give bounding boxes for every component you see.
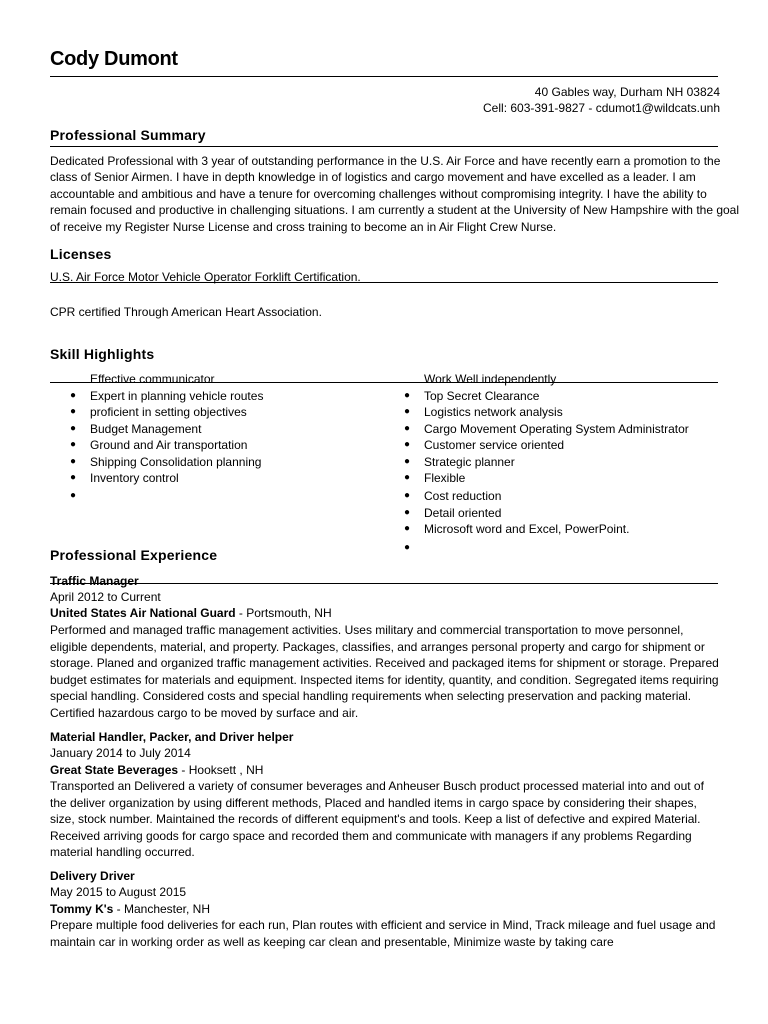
skill-item: ● Cargo Movement Operating System Administrator (404, 421, 689, 436)
experience-heading: Professional Experience (50, 547, 218, 563)
job-title: Delivery Driver (50, 869, 135, 883)
header-divider (50, 76, 718, 77)
skill-item: ● Customer service oriented (404, 438, 565, 453)
license-item-2: CPR certified Through American Heart Association. (50, 305, 322, 319)
address-line: 40 Gables way, Durham NH 03824 (534, 85, 720, 99)
bullet-icon: ● (404, 541, 411, 553)
skill-item: ● Expert in planning vehicle routes (70, 389, 264, 403)
summary-divider (50, 146, 718, 147)
candidate-name: Cody Dumont (50, 48, 178, 70)
skill-left-first: Effective communicator (90, 372, 215, 386)
skill-right-first: Work Well independently (424, 372, 557, 386)
bullet-icon: ● (404, 523, 411, 535)
skill-item: ● Shipping Consolidation planning (70, 454, 262, 469)
skill-item: ● Detail oriented (404, 505, 502, 520)
bullet-icon: ● (70, 406, 77, 418)
bullet-icon: ● (404, 390, 411, 401)
employer-name: Great State Beverages (50, 763, 179, 777)
skills-list-left (70, 388, 390, 505)
bullet-icon: ● (70, 490, 77, 502)
experience-divider (50, 583, 718, 584)
skill-item (70, 488, 390, 504)
bullet-icon: ● (404, 506, 411, 518)
skill-item: ● Strategic planner (404, 454, 515, 469)
skill-item: ● Cost reduction (404, 489, 502, 504)
bullet-icon: ● (70, 390, 77, 401)
bullet-icon: ● (70, 455, 77, 467)
employer-location: - Portsmouth, NH (235, 606, 332, 620)
skill-item: ● Ground and Air transportation (70, 438, 248, 453)
bullet-icon: ● (404, 422, 411, 434)
skills-divider (50, 382, 718, 383)
skill-item: ● Microsoft word and Excel, PowerPoint. (404, 522, 630, 537)
skill-item: ● proficient in setting objectives (70, 405, 247, 420)
summary-text: Dedicated Professional with 3 year of outstanding performance in the U.S. Air Force and have recently earn a promotion to the class of Senior Airmen. I have in depth knowledge in of logistics and cargo movement and have excelled as a leader. I am accountable and ambitious and have a tenure for overcoming challenges without compromising integrity. I have the ability to remain focused and productive in challenging situations. I am currently a student at the University of New Hampshire with the goal of receive my Register Nurse License and cross training to become an in Air Flight Crew Nurse. (50, 154, 740, 234)
bullet-icon: ● (404, 472, 411, 484)
bullet-icon: ● (70, 472, 77, 484)
skill-item: ● Logistics network analysis (404, 405, 563, 420)
job-dates: May 2015 to August 2015 (50, 885, 187, 899)
job-description: Transported an Delivered a variety of consumer beverages and Anheuser Busch product processed material into and out of the deliver organization by using different methods, Placed and handled items in cargo space by considering their shapes, size, stock number. Maintained the records of different equipment's and tools. Keep a list of defective and expired Material. Received arriving goods for cargo space and recorded them and communicate with managers if any problems Regarding material handling occurred. (50, 779, 704, 860)
skill-item: ● Flexible (404, 471, 466, 486)
bullet-icon: ● (404, 406, 411, 418)
job-dates: April 2012 to Current (50, 590, 161, 604)
bullet-icon: ● (70, 439, 77, 451)
license-divider (50, 282, 718, 283)
contact-line: Cell: 603-391-9827 - cdumot1@wildcats.unh (483, 101, 720, 115)
bullet-icon: ● (404, 455, 411, 467)
summary-heading: Professional Summary (50, 127, 206, 143)
skill-item (404, 540, 734, 556)
employer-name: United States Air National Guard (50, 606, 236, 620)
job-description: Prepare multiple food deliveries for each run, Plan routes with efficient and service in Mind, Track mileage and fuel usage and maintain car in working order as well as keeping car clean and presentable, Minimize waste by taking care (50, 918, 716, 949)
job-title: Traffic Manager (50, 574, 139, 588)
job-dates: January 2014 to July 2014 (50, 746, 191, 760)
job-description: Performed and managed traffic management activities. Uses military and commercial transportation to move personnel, eligible dependents, material, and property. Packages, classifies, and arranges personal property and cargo for shipment or storage. Planed and organized traffic management activities. Received and packaged items for shipment or storage. Prepared budget estimates for materials and equipment. Inspected items for identity, quantity, and condition. Segregated items requiring special handling. Considered costs and special handling requirements when selecting preservation and packing material. Certified hazardous cargo to be moved by surface and air. (50, 623, 719, 720)
bullet-icon: ● (404, 490, 411, 502)
employer-location: - Manchester, NH (113, 902, 211, 916)
job-employer-line (50, 762, 263, 778)
job-employer-line (50, 901, 210, 917)
bullet-icon: ● (70, 422, 77, 434)
skill-item: ● Budget Management (70, 421, 202, 436)
skills-list-right (404, 388, 734, 556)
skill-item: ● Top Secret Clearance (404, 389, 540, 403)
license-item-1: U.S. Air Force Motor Vehicle Operator Forklift Certification. (50, 270, 361, 284)
job-title: Material Handler, Packer, and Driver helper (50, 730, 294, 744)
employer-location: - Hooksett , NH (178, 763, 264, 777)
contact-block (483, 84, 720, 116)
licenses-heading: Licenses (50, 246, 112, 262)
bullet-icon: ● (404, 439, 411, 451)
skill-item: ● Inventory control (70, 471, 179, 486)
skills-heading: Skill Highlights (50, 346, 155, 362)
employer-name: Tommy K's (50, 902, 114, 916)
job-employer-line (50, 605, 332, 621)
